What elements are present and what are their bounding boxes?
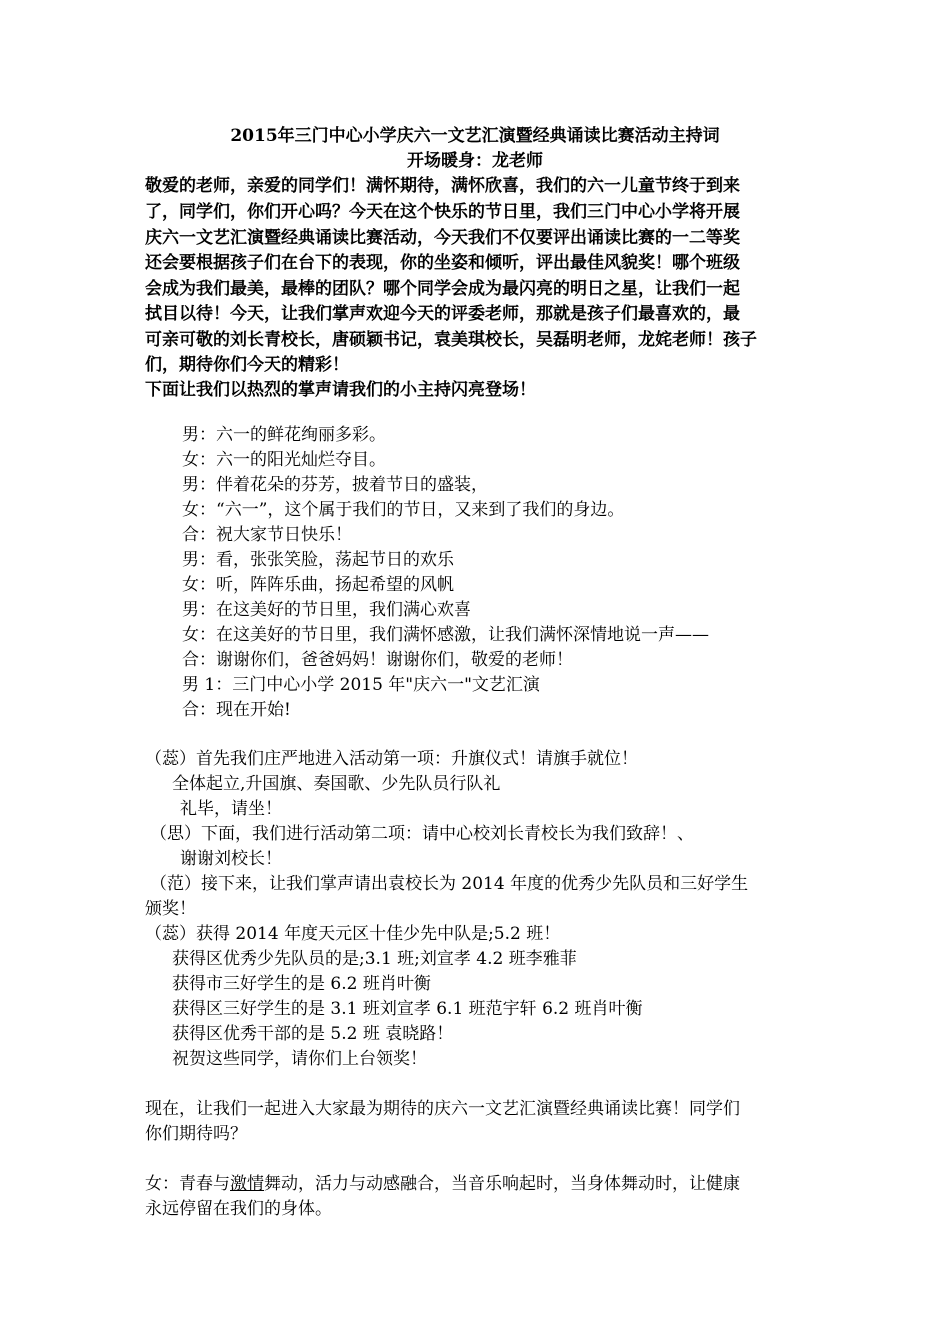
- dialogue-line: 女：在这美好的节日里，我们满怀感激，让我们满怀深情地说一声——: [182, 625, 709, 645]
- intro-line: 敬爱的老师，亲爱的同学们！满怀期待，满怀欣喜，我们的六一儿童节终于到来: [145, 176, 740, 196]
- program-line: 祝贺这些同学，请你们上台领奖！: [172, 1049, 427, 1069]
- program-line: 获得区三好学生的是 3.1 班刘宣孝 6.1 班范宇轩 6.2 班肖叶衡: [172, 999, 643, 1019]
- dialogue-line: 女：“六一”，这个属于我们的节日，又来到了我们的身边。: [182, 500, 625, 520]
- dialogue-line: 男：伴着花朵的芬芳，披着节日的盛装，: [182, 475, 488, 495]
- dialogue-line: 男：看，张张笑脸，荡起节日的欢乐: [182, 550, 454, 570]
- program-line: 颁奖！: [145, 899, 196, 919]
- program-line: 全体起立,升国旗、奏国歌、少先队员行队礼: [172, 774, 501, 794]
- dialogue-line: 女：听，阵阵乐曲，扬起希望的风帆: [182, 575, 454, 595]
- girl-line-prefix: 女：青春与: [145, 1174, 230, 1194]
- program-line: 获得区优秀干部的是 5.2 班 袁晓路！: [172, 1024, 454, 1044]
- dialogue-line: 女：六一的阳光灿烂夺目。: [182, 450, 386, 470]
- intro-line: 还会要根据孩子们在台下的表现，你的坐姿和倾听，评出最佳风貌奖！哪个班级: [145, 253, 740, 273]
- program-line: 礼毕，请坐！: [180, 799, 282, 819]
- girl-line: [145, 1172, 740, 1196]
- intro-line: 了，同学们，你们开心吗？今天在这个快乐的节日里，我们三门中心小学将开展: [145, 202, 740, 222]
- program-line: （思）下面，我们进行活动第二项：请中心校刘长青校长为我们致辞！、: [150, 824, 694, 844]
- girl-line-underlined: 激情: [230, 1174, 264, 1194]
- dialogue-line: 男：六一的鲜花绚丽多彩。: [182, 425, 386, 445]
- dialogue-line: 合：祝大家节日快乐！: [182, 525, 352, 545]
- document-title: 2015年三门中心小学庆六一文艺汇演暨经典诵读比赛活动主持词: [230, 126, 720, 146]
- dialogue-line: 合：现在开始!: [182, 700, 291, 720]
- program-line: 获得区优秀少先队员的是;3.1 班;刘宣孝 4.2 班李雅菲: [172, 949, 577, 969]
- girl-line-continued: 永远停留在我们的身体。: [145, 1199, 332, 1219]
- intro-line: 会成为我们最美，最棒的团队？哪个同学会成为最闪亮的明日之星，让我们一起: [145, 279, 740, 299]
- program-line: （范）接下来，让我们掌声请出袁校长为 2014 年度的优秀少先队员和三好学生: [150, 874, 749, 894]
- intro-line: 可亲可敬的刘长青校长，唐硕颖书记，袁美琪校长，吴磊明老师，龙姹老师！孩子: [145, 330, 757, 350]
- program-line: 获得市三好学生的是 6.2 班肖叶衡: [172, 974, 431, 994]
- intro-line: 们，期待你们今天的精彩！: [145, 355, 349, 375]
- program-line: 谢谢刘校长！: [180, 849, 282, 869]
- program-line: （蕊）获得 2014 年度天元区十佳少先中队是;5.2 班！: [145, 924, 561, 944]
- dialogue-line: 合：谢谢你们，爸爸妈妈！谢谢你们，敬爱的老师！: [182, 650, 573, 670]
- program-line: （蕊）首先我们庄严地进入活动第一项：升旗仪式！请旗手就位！: [145, 749, 638, 769]
- closing-line: 你们期待吗？: [145, 1124, 247, 1144]
- girl-line-suffix: 舞动，活力与动感融合，当音乐响起时，当身体舞动时，让健康: [264, 1174, 740, 1194]
- closing-line: 现在，让我们一起进入大家最为期待的庆六一文艺汇演暨经典诵读比赛！同学们: [145, 1099, 740, 1119]
- intro-line: 拭目以待！今天，让我们掌声欢迎今天的评委老师，那就是孩子们最喜欢的，最: [145, 304, 740, 324]
- dialogue-line: 男：在这美好的节日里，我们满心欢喜: [182, 600, 471, 620]
- dialogue-line: 男 1：三门中心小学 2015 年"庆六一"文艺汇演: [182, 675, 540, 695]
- document-subtitle: 开场暖身：龙老师: [407, 151, 543, 171]
- intro-line: 下面让我们以热烈的掌声请我们的小主持闪亮登场！: [145, 380, 536, 400]
- intro-line: 庆六一文艺汇演暨经典诵读比赛活动，今天我们不仅要评出诵读比赛的一二等奖: [145, 228, 740, 248]
